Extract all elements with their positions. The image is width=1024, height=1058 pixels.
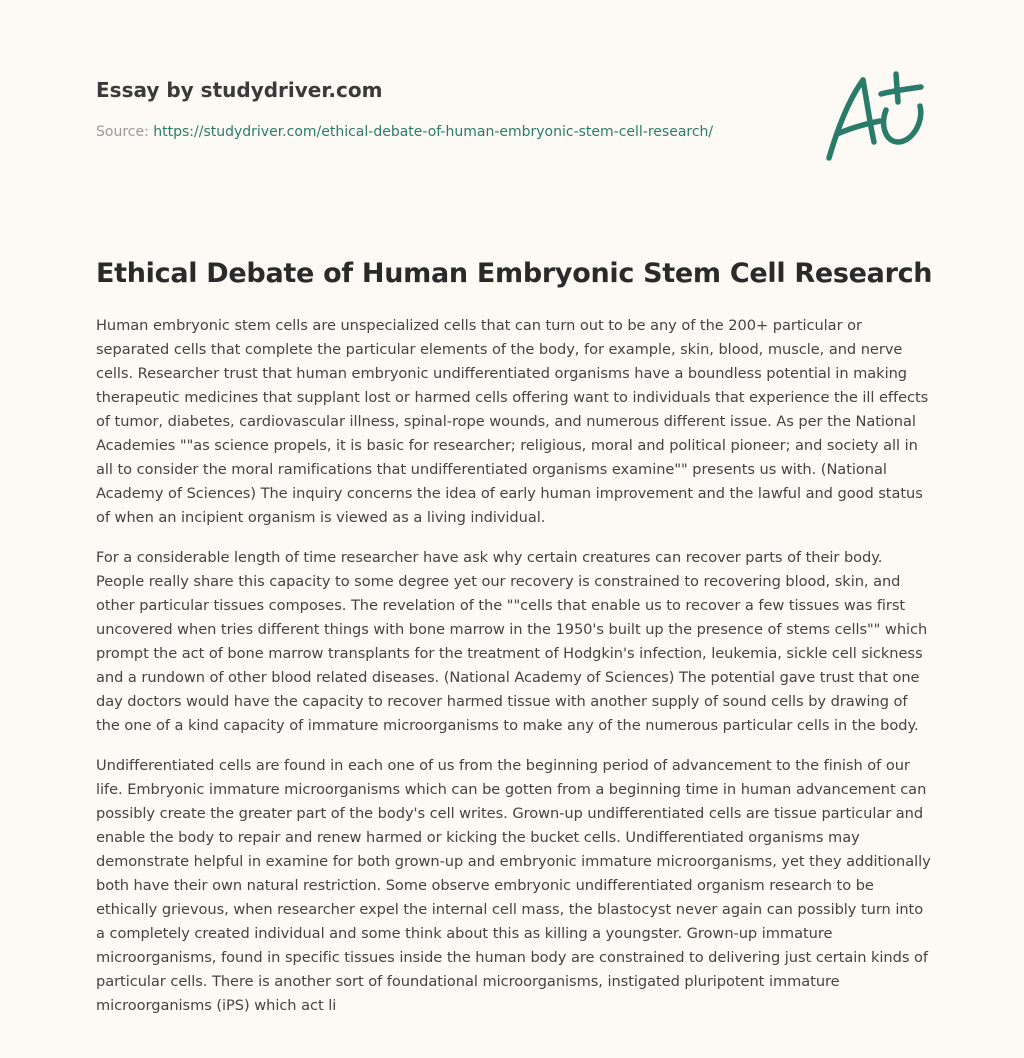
article-body <box>96 314 932 1044</box>
article-paragraph: Undifferentiated cells are found in each one of us from the beginning period of advancement to the finish of our life. Embryonic immature microorganisms which can be gotten from a beginning time in human advancement can possibly create the greater part of the body's cell writes. Grown-up undifferentiated cells are tissue particular and enable the body to repair and renew harmed or kicking the bucket cells. Undifferentiated organisms may demonstrate helpful in examine for both grown-up and embryonic immature microorganisms, yet they additionally both have their own natural restriction. Some observe embryonic undifferentiated organism research to be ethically grievous, when researcher expel the internal cell mass, the blastocyst never again can possibly turn into a completely created individual and some think about this as killing a youngster. Grown-up immature microorganisms, found in specific tissues inside the human body are constrained to delivering just certain kinds of particular cells. There is another sort of foundational microorganisms, instigated pluripotent immature microorganisms (iPS) which act li <box>96 757 931 1014</box>
essay-header <box>96 76 796 142</box>
article-title: Ethical Debate of Human Embryonic Stem Cell Research <box>96 258 933 289</box>
source-label: Source: <box>96 124 149 140</box>
source-line <box>96 122 796 142</box>
site-title: Essay by studydriver.com <box>96 78 383 102</box>
a-plus-grade-icon <box>820 68 930 164</box>
source-link[interactable]: https://studydriver.com/ethical-debate-of-human-embryonic-stem-cell-research/ <box>153 124 714 140</box>
article-paragraph: For a considerable length of time researcher have ask why certain creatures can recover parts of their body. People really share this capacity to some degree yet our recovery is constrained to recovering blood, skin, and other particular tissues composes. The revelation of the ""cells that enable us to recover a few tissues was first uncovered when tries different things with bone marrow in the 1950's built up the presence of stems cells"" which prompt the act of bone marrow transplants for the treatment of Hodgkin's infection, leukemia, sickle cell sickness and a rundown of other blood related diseases. (National Academy of Sciences) The potential gave trust that one day doctors would have the capacity to recover harmed tissue with another supply of sound cells by drawing of the one of a kind capacity of immature microorganisms to make any of the numerous particular cells in the body. <box>96 549 928 734</box>
article-paragraph: Human embryonic stem cells are unspecialized cells that can turn out to be any of the 200+ particular or separated cells that complete the particular elements of the body, for example, skin, blood, muscle, and nerve cells. Researcher trust that human embryonic undifferentiated organisms have a boundless potential in making therapeutic medicines that supplant lost or harmed cells offering want to individuals that experience the ill effects of tumor, diabetes, cardiovascular illness, spinal-rope wounds, and numerous different issue. As per the National Academies ""as science propels, it is basic for researcher; religious, moral and political pioneer; and society all in all to consider the moral ramifications that undifferentiated organisms examine"" presents us with. (National Academy of Sciences) The inquiry concerns the idea of early human improvement and the lawful and good status of when an incipient organism is viewed as a living individual. <box>96 317 929 526</box>
